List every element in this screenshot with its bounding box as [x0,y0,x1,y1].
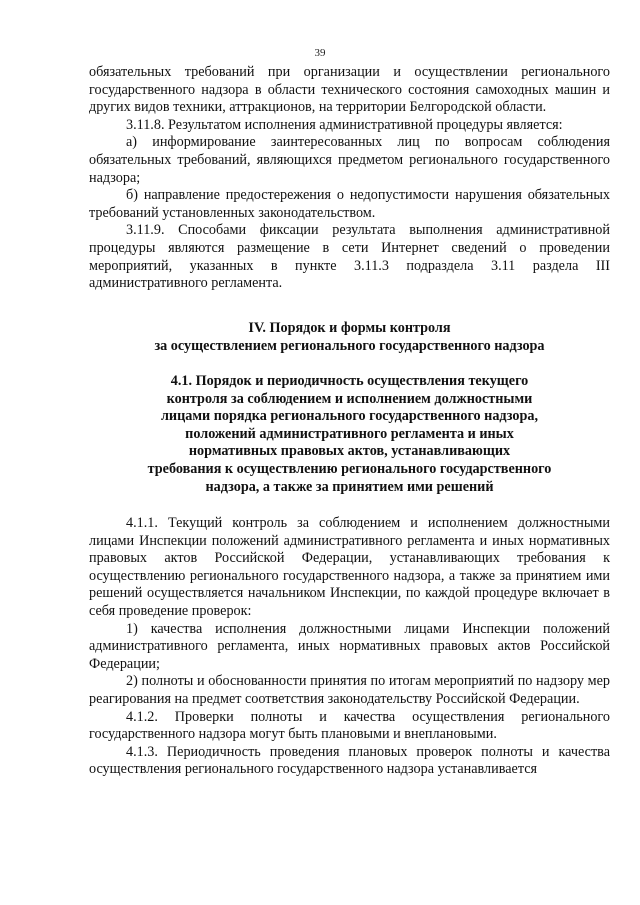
subsection-heading-line-4: положений административного регламента и иных [185,425,514,442]
paragraph-4-1-3: 4.1.3. Периодичность проведения плановых проверок полноты и качества осуществления регионального государственного надзора устанавливается [89,743,610,778]
subsection-heading [89,373,610,496]
page-number: 39 [314,47,326,59]
subsection-heading-line-1: 4.1. Порядок и периодичность осуществления текущего [170,373,529,389]
paragraph-3-11-9: 3.11.9. Способами фиксации результата выполнения административной процедуры являются размещение в сети Интернет сведений о проведении мероприятий, указанных в пункте 3.11.3 подраздела 3.11 раздела III административного регламента. [89,222,610,292]
section-heading-line-1: IV. Порядок и формы контроля [248,320,451,336]
subsection-heading-line-5: нормативных правовых актов, устанавливающих [188,443,511,460]
subsection-heading-line-7: надзора, а также за принятием ими решений [205,478,494,495]
paragraph-4-1-2: 4.1.2. Проверки полноты и качества осуществления регионального государственного надзора могут быть плановыми и внеплановыми. [89,708,610,743]
subsection-heading-line-6: требования к осуществлению регионального государственного [147,460,552,477]
subsection-heading-line-3: лицами порядка регионального государственного надзора, [160,408,539,425]
paragraph-item-b: б) направление предостережения о недопустимости нарушения обязательных требований установленных законодательством. [89,187,610,221]
bottom-text-block [89,515,610,779]
subsection-heading-line-2: контроля за соблюдением и исполнением должностными [166,390,533,407]
top-text-block [89,64,610,293]
paragraph-list-item-2: 2) полноты и обоснованности принятия по итогам мероприятий по надзору мер реагирования на предмет соответствия законодательству Российской Федерации. [89,673,610,707]
paragraph-3-11-8: 3.11.8. Результатом исполнения административной процедуры является: [126,116,563,133]
paragraph-item-a: а) информирование заинтересованных лиц по вопросам соблюдения обязательных требований, являющихся предметом регионального государственного надзора; [89,134,610,186]
section-heading-line-2: за осуществлением регионального государственного надзора [154,337,545,354]
paragraph-list-item-1: 1) качества исполнения должностными лицами Инспекции положений административного регламента, иных нормативных правовых актов Российской Федерации; [89,620,610,672]
paragraph-4-1-1: 4.1.1. Текущий контроль за соблюдением и исполнением должностными лицами Инспекции положений административного регламента и иных нормативных правовых актов Российской Федерации, устанавливающих требования к осуществлению регионального государственного надзора, а также за принятием ими решений осуществляется начальником Инспекции, по каждой процедуре включает в себя проведение проверок: [89,515,610,619]
paragraph-continuation: обязательных требований при организации и осуществлении регионального государственного надзора в области технического состояния самоходных машин и других видов техники, аттракционов, на территории Белгородской области. [89,64,610,116]
section-heading [89,320,610,355]
